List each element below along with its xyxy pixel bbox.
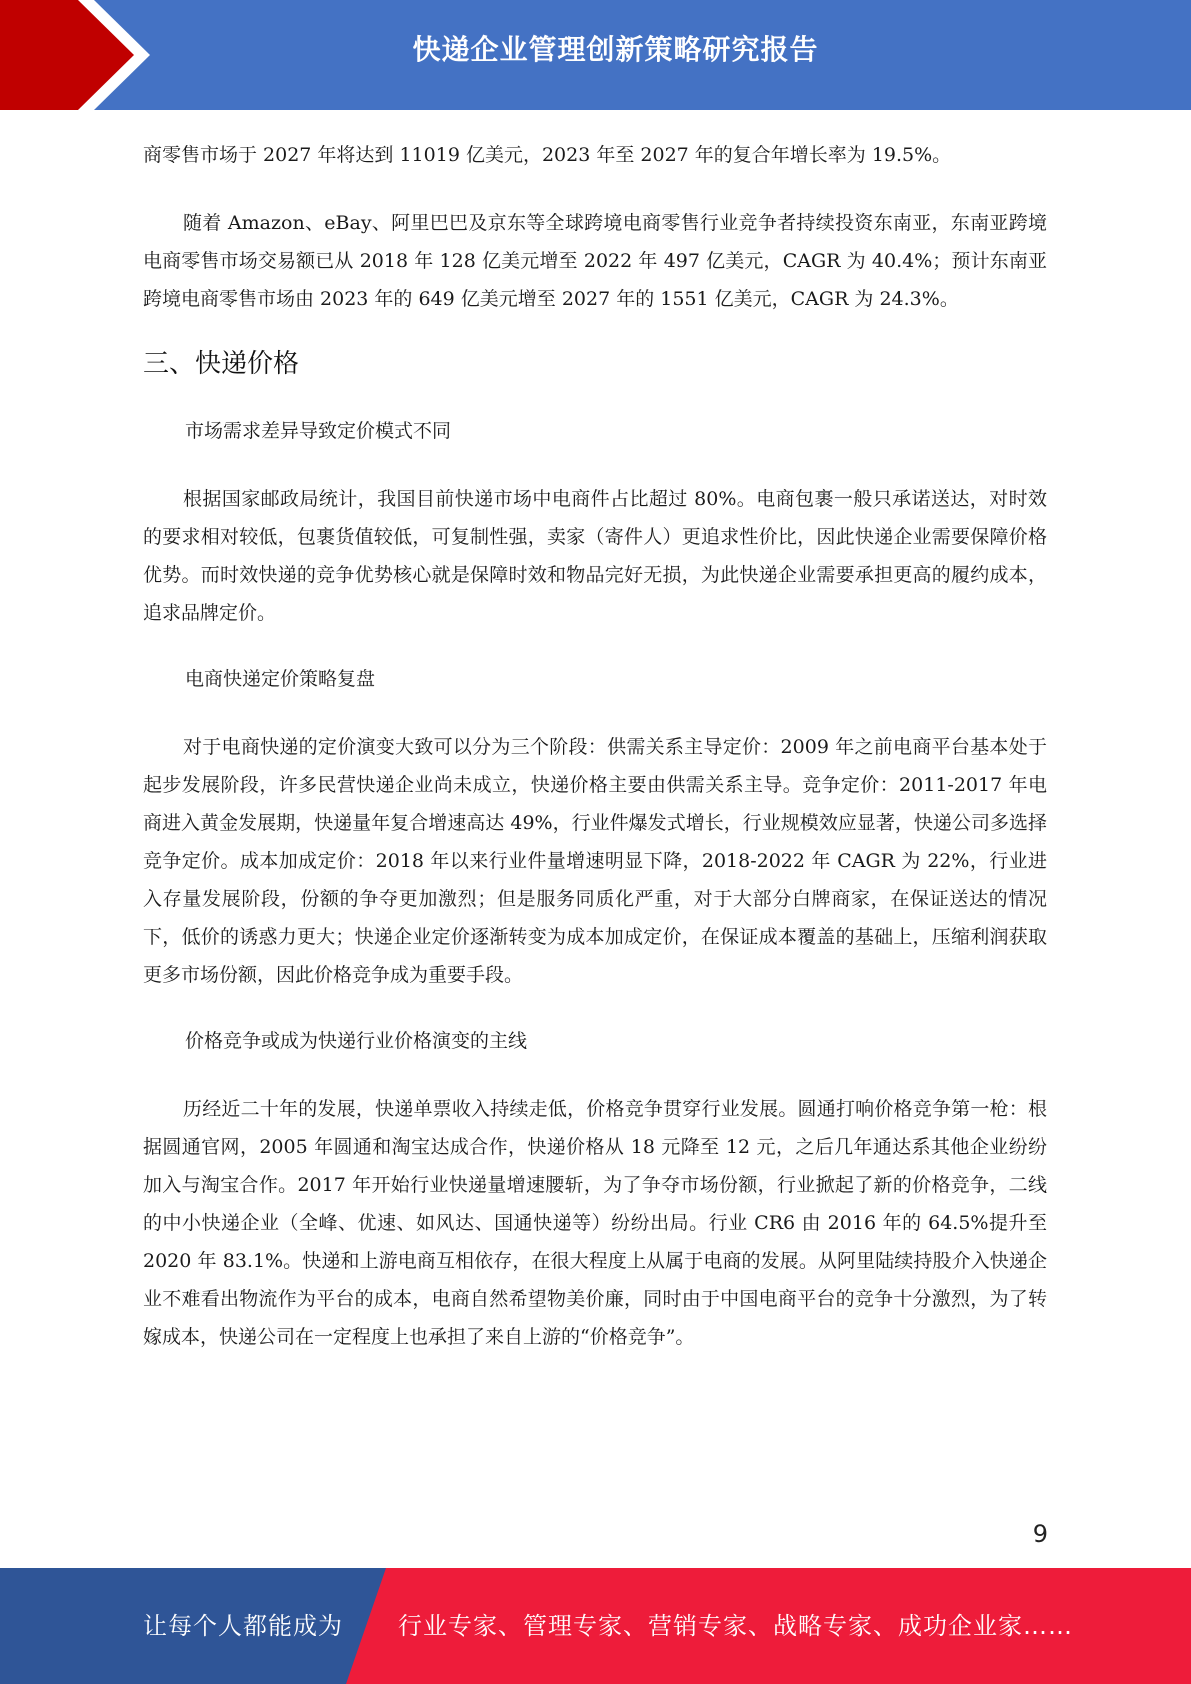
page-header bbox=[0, 0, 1191, 110]
footer-slogan-left: 让每个人都能成为 bbox=[143, 1612, 343, 1640]
footer-slogan-right: 行业专家、管理专家、营销专家、战略专家、成功企业家…… bbox=[398, 1612, 1073, 1640]
subheading-price-competition: 价格竞争或成为快递行业价格演变的主线 bbox=[185, 1030, 528, 1052]
paragraph-ecommerce-share: 根据国家邮政局统计，我国目前快递市场中电商件占比超过 80%。电商包裹一般只承诺送达，对时效的要求相对较低，包裹货值较低，可复制性强，卖家（寄件人）更追求性价比，因此快递企业需要保障价格优势。而时效快递的竞争优势核心就是保障时效和物品完好无损，为此快递企业需要承担更高的履约成本，追求品牌定价。 bbox=[143, 488, 1047, 624]
paragraph-pricing-stages: 对于电商快递的定价演变大致可以分为三个阶段：供需关系主导定价：2009 年之前电商平台基本处于起步发展阶段，许多民营快递企业尚未成立，快递价格主要由供需关系主导。竞争定价：2011-2017 年电商进入黄金发展期，快递量年复合增速高达 49%，行业件爆发式增长，行业规模效应显著，快递公司多选择竞争定价。成本加成定价：2018 年以来行业件量增速明显下降，2018-2022 年 CAGR 为 22%，行业进入存量发展阶段，份额的争夺更加激烈；但是服务同质化严重，对于大部分白牌商家，在保证送达的情况下，低价的诱惑力更大；快递企业定价逐渐转变为成本加成定价，在保证成本覆盖的基础上，压缩利润获取更多市场份额，因此价格竞争成为重要手段。 bbox=[143, 736, 1047, 986]
subheading-pricing-review: 电商快递定价策略复盘 bbox=[185, 668, 376, 690]
paragraph-southeast-asia: 随着 Amazon、eBay、阿里巴巴及京东等全球跨境电商零售行业竞争者持续投资东南亚，东南亚跨境电商零售市场交易额已从 2018 年 128 亿美元增至 2022 年 497 亿美元，CAGR 为 40.4%；预计东南亚跨境电商零售市场由 2023 年的 649 亿美元增至 2027 年的 1551 亿美元，CAGR 为 24.3%。 bbox=[143, 212, 1047, 310]
paragraph-market-size: 商零售市场于 2027 年将达到 11019 亿美元，2023 年至 2027 年的复合年增长率为 19.5%。 bbox=[143, 144, 952, 166]
paragraph-price-competition-history: 历经近二十年的发展，快递单票收入持续走低，价格竞争贯穿行业发展。圆通打响价格竞争第一枪：根据圆通官网，2005 年圆通和淘宝达成合作，快递价格从 18 元降至 12 元，之后几年通达系其他企业纷纷加入与淘宝合作。2017 年开始行业快递量增速腰斩，为了争夺市场份额，行业掀起了新的价格竞争，二线的中小快递企业（全峰、优速、如风达、国通快递等）纷纷出局。行业 CR6 由 2016 年的 64.5%提升至 2020 年 83.1%。快递和上游电商互相依存，在很大程度上从属于电商的发展。从阿里陆续持股介入快递企业不难看出物流作为平台的成本，电商自然希望物美价廉，同时由于中国电商平台的竞争十分激烈，为了转嫁成本，快递公司在一定程度上也承担了来自上游的“价格竞争”。 bbox=[143, 1098, 1047, 1348]
subheading-demand-difference: 市场需求差异导致定价模式不同 bbox=[185, 420, 452, 442]
section-heading: 三、快递价格 bbox=[143, 349, 300, 379]
page-number: 9 bbox=[1032, 1520, 1048, 1548]
page-footer bbox=[0, 1568, 1191, 1684]
report-title: 快递企业管理创新策略研究报告 bbox=[412, 33, 819, 66]
page-content bbox=[143, 136, 1047, 1356]
